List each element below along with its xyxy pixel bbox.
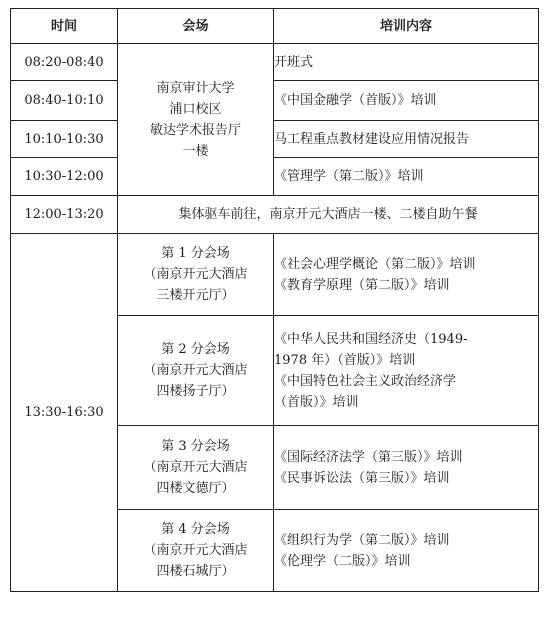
table-row xyxy=(11,121,539,158)
room-content xyxy=(274,234,539,316)
room-venue xyxy=(118,316,274,426)
table-row xyxy=(11,158,539,196)
content-line: 《中华人民共和国经济史（1949- xyxy=(274,331,468,347)
content-line: 《教育学原理（第二版）》培训 xyxy=(274,277,450,293)
table-row xyxy=(11,234,539,316)
room-venue xyxy=(118,426,274,510)
venue-line: （南京开元大酒店 xyxy=(143,267,248,282)
header-row xyxy=(11,9,539,44)
session-time: 10:30-12:00 xyxy=(11,158,118,196)
room-content xyxy=(274,426,539,510)
venue-line: 三楼开元厅） xyxy=(156,288,235,303)
lunch-row xyxy=(11,196,539,234)
venue-line: 四楼扬子厅） xyxy=(156,384,235,399)
venue-line: 第 3 分会场 xyxy=(161,439,230,454)
venue-line: （南京开元大酒店 xyxy=(143,543,248,558)
room-venue xyxy=(118,510,274,592)
training-schedule-table xyxy=(10,8,539,592)
header-venue: 会场 xyxy=(118,9,274,44)
venue-line: 敏达学术报告厅 xyxy=(149,122,241,138)
lunch-content: 集体驱车前往，南京开元大酒店一楼、二楼自助午餐 xyxy=(118,196,539,234)
venue-line: （南京开元大酒店 xyxy=(143,363,248,378)
venue-line: 第 4 分会场 xyxy=(161,522,230,537)
content-line: 《伦理学（二版）》培训 xyxy=(274,553,411,569)
content-line: 《中国特色社会主义政治经济学 xyxy=(274,373,457,389)
venue-line: 四楼文德厅） xyxy=(156,481,235,496)
content-line: （首版）》培训 xyxy=(274,394,359,410)
header-content: 培训内容 xyxy=(274,9,539,44)
venue-line: 浦口校区 xyxy=(169,101,222,117)
session-content: 《管理学（第二版）》培训 xyxy=(274,158,539,196)
venue-line: 第 2 分会场 xyxy=(161,342,230,357)
session-time: 08:40-10:10 xyxy=(11,81,118,121)
header-time: 时间 xyxy=(11,9,118,44)
session-time: 10:10-10:30 xyxy=(11,121,118,158)
session-content: 开班式 xyxy=(274,44,539,81)
room-venue xyxy=(118,234,274,316)
lunch-time: 12:00-13:20 xyxy=(11,196,118,234)
venue-line: 四楼石城厅） xyxy=(156,564,235,579)
venue-line: 第 1 分会场 xyxy=(161,246,230,261)
table-row xyxy=(11,44,539,81)
session-content: 《中国金融学（首版）》培训 xyxy=(274,81,539,121)
content-line: 《民事诉讼法（第三版）》培训 xyxy=(274,470,450,486)
session-time: 08:20-08:40 xyxy=(11,44,118,81)
venue-line: 一楼 xyxy=(182,143,209,159)
morning-venue-cell xyxy=(118,44,274,196)
table-row xyxy=(11,81,539,121)
content-line: 《组织行为学（第二版）》培训 xyxy=(274,532,450,548)
venue-line: （南京开元大酒店 xyxy=(143,460,248,475)
venue-line: 南京审计大学 xyxy=(156,80,235,96)
session-content: 马工程重点教材建设应用情况报告 xyxy=(274,121,539,158)
afternoon-time: 13:30-16:30 xyxy=(11,234,118,592)
content-line: 1978 年）（首版）》培训 xyxy=(274,352,416,368)
content-line: 《国际经济法学（第三版）》培训 xyxy=(274,449,463,465)
content-line: 《社会心理学概论（第二版）》培训 xyxy=(274,256,476,272)
room-content xyxy=(274,510,539,592)
room-content xyxy=(274,316,539,426)
